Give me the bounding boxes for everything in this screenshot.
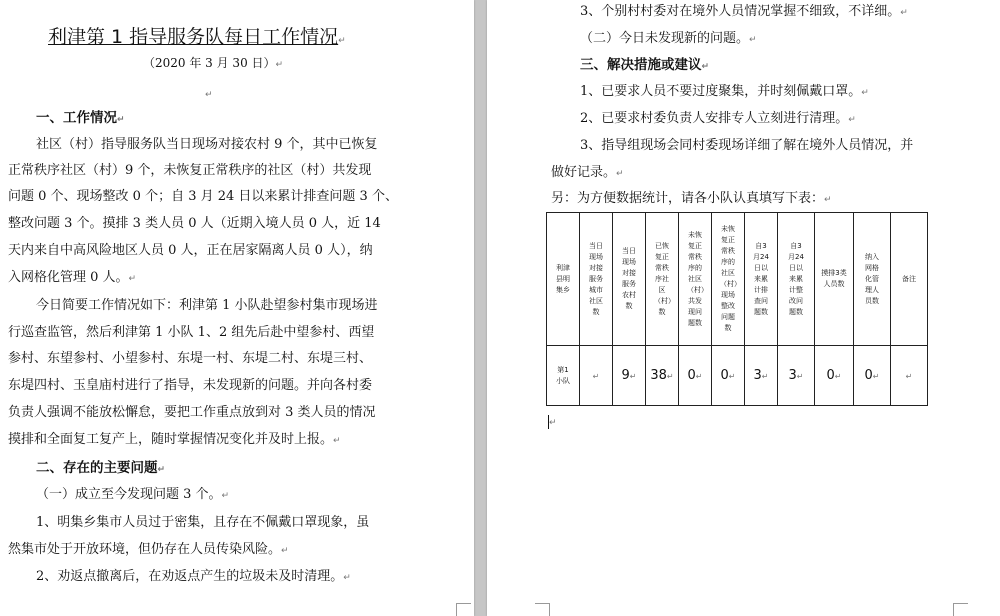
- table-cell: 38↵: [646, 346, 679, 406]
- table-header-cell: 当日现场对接服务农村数: [613, 213, 646, 346]
- table-header-cell: 未恢复正常秩序的社区（村）现场整改问题数: [712, 213, 745, 346]
- table-cell: 0↵: [712, 346, 745, 406]
- issues-subheading: （二）今日未发现新的问题。↵: [580, 31, 757, 46]
- measure-line: 2、已要求村委负责人安排专人立刻进行清理。↵: [580, 111, 856, 126]
- table-header-cell: 自3月24日以来累计整改问题数: [778, 213, 815, 346]
- measure-line: 3、指导组现场会同村委现场详细了解在境外人员情况，并: [580, 138, 914, 153]
- para2-line: 今日简要工作情况如下：利津第 1 小队赴望参村集市现场进: [36, 298, 378, 313]
- table-header-cell: 当日现场对接服务城市社区数: [580, 213, 613, 346]
- table-header-cell: 未恢复正常秩序的社区（村）共发现问题数: [679, 213, 712, 346]
- issue-line: 3、个别村村委对在境外人员情况掌握不细致，不详细。↵: [580, 4, 908, 19]
- table-cell-team: 第1小队: [547, 346, 580, 406]
- table-cell: ↵: [891, 346, 928, 406]
- empty-paragraph-mark: ↵: [205, 90, 213, 100]
- table-header-cell: 自3月24日以来累计排查问题数: [745, 213, 778, 346]
- para1-line: 入网格化管理 0 人。↵: [8, 270, 137, 285]
- page-corner-mark: [535, 603, 550, 616]
- issue-line: 然集市处于开放环境，但仍存在人员传染风险。↵: [8, 542, 289, 557]
- table-row: [547, 346, 928, 406]
- document-page-right: [487, 0, 1000, 616]
- table-header-cell: 备注: [891, 213, 928, 346]
- para2-line: 负责人强调不能放松懈怠，要把工作重点放到对 3 类人员的情况: [8, 405, 376, 420]
- para2-line: 行巡查监管，然后利津第 1 小队 1、2 组先后赴中望参村、西望: [8, 325, 375, 340]
- para2-line: 参村、东望参村、小望参村、东堤一村、东堤二村、东堤三村、: [8, 351, 373, 366]
- document-page-left: [0, 0, 474, 616]
- para2-line: 摸排和全面复工复产上，随时掌握情况变化并及时上报。↵: [8, 432, 341, 447]
- table-cell: 0↵: [815, 346, 854, 406]
- section-heading-work: 一、工作情况↵: [36, 110, 125, 126]
- table-header-cell: 利津县明集乡: [547, 213, 580, 346]
- text-cursor[interactable]: ↵: [548, 414, 557, 431]
- table-cell: 0↵: [854, 346, 891, 406]
- section-heading-measures: 三、解决措施或建议↵: [580, 57, 710, 73]
- table-cell: 3↵: [778, 346, 815, 406]
- section-heading-issues: 二、存在的主要问题↵: [36, 460, 166, 476]
- document-title: 利津第 1 指导服务队每日工作情况↵: [48, 26, 346, 48]
- measure-line: 做好记录。↵: [551, 165, 624, 180]
- statistics-table: [546, 212, 928, 406]
- table-cell: ↵: [580, 346, 613, 406]
- para1-line: 社区（村）指导服务队当日现场对接农村 9 个，其中已恢复: [36, 137, 378, 152]
- table-header-cell: 摸排3类人员数: [815, 213, 854, 346]
- document-date: （2020 年 3 月 30 日）↵: [143, 56, 284, 70]
- table-cell: 3↵: [745, 346, 778, 406]
- table-cell: 9↵: [613, 346, 646, 406]
- issue-line: 2、劝返点撤离后，在劝返点产生的垃圾未及时清理。↵: [36, 569, 351, 584]
- table-instruction-note: 另：为方便数据统计，请各小队认真填写下表：↵: [551, 191, 832, 206]
- para1-line: 天内来自中高风险地区人员 0 人，正在居家隔离人员 0 人），纳: [8, 243, 373, 258]
- table-cell: 0↵: [679, 346, 712, 406]
- page-corner-mark: [456, 603, 471, 616]
- table-header-cell: 已恢复正常秩序社区（村）数: [646, 213, 679, 346]
- para1-line: 整改问题 3 个。摸排 3 类人员 0 人（近期入境人员 0 人，近 14: [8, 216, 381, 231]
- issues-subheading: （一）成立至今发现问题 3 个。↵: [36, 487, 230, 502]
- table-header-cell: 纳入网格化管理人员数: [854, 213, 891, 346]
- para2-line: 东堤四村、玉皇庙村进行了指导，未发现新的问题。并向各村委: [8, 378, 373, 393]
- para1-line: 正常秩序社区（村）9 个，未恢复正常秩序的社区（村）共发现: [8, 163, 372, 178]
- measure-line: 1、已要求人员不要过度聚集，并时刻佩戴口罩。↵: [580, 84, 869, 99]
- table-header-row: [547, 213, 928, 346]
- issue-line: 1、明集乡集市人员过于密集，且存在不佩戴口罩现象，虽: [36, 515, 370, 530]
- page-corner-mark: [953, 603, 968, 616]
- para1-line: 问题 0 个、现场整改 0 个；自 3 月 24 日以来累计排查问题 3 个、: [8, 189, 398, 204]
